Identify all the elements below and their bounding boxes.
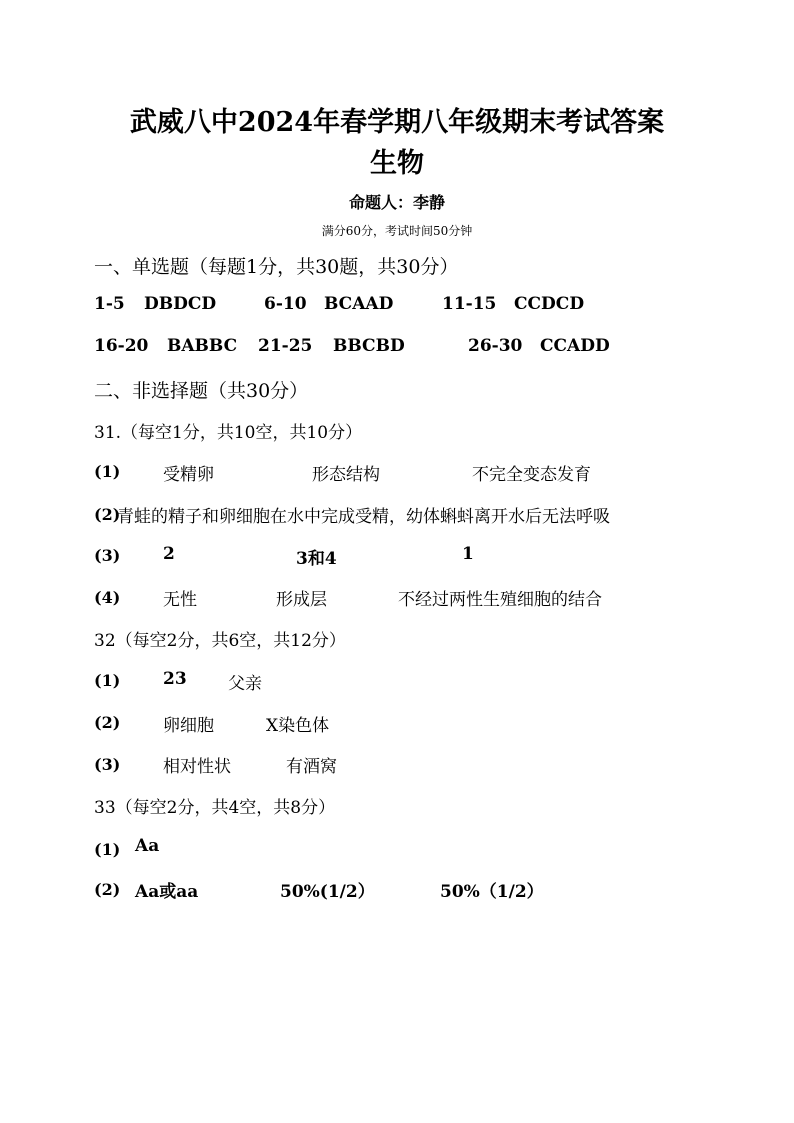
answer-number: (2) <box>94 505 121 524</box>
answer-number: (2) <box>94 880 121 899</box>
answer-text: 23 <box>163 669 187 689</box>
answer-text: 形成层 <box>276 590 327 610</box>
answer-text: 2 <box>163 544 175 564</box>
answer-text: 不完全变态发育 <box>472 465 591 485</box>
author-line: 命题人：李静 <box>348 193 445 212</box>
answer-text: 卵细胞 <box>163 716 214 736</box>
answer-range: 16-20 <box>94 336 149 356</box>
answer-range: 6-10 <box>264 294 307 314</box>
answer-text: 相对性状 <box>163 757 231 777</box>
answer-number: (1) <box>94 840 121 859</box>
answer-text: Aa或aa <box>135 882 199 902</box>
answer-range: 1-5 <box>94 294 125 314</box>
answer-number: (1) <box>94 462 121 481</box>
answer-text: 有酒窝 <box>286 757 337 777</box>
answer-number: (1) <box>94 671 121 690</box>
answer-value: DBDCD <box>144 294 217 314</box>
question-33-heading: 33（每空2分，共4空，共8分） <box>94 798 336 818</box>
answer-text: 父亲 <box>228 674 262 694</box>
answer-text: 50%（1/2） <box>440 882 544 902</box>
answer-number: (4) <box>94 588 121 607</box>
answer-text: 受精卵 <box>163 465 214 485</box>
page-title: 武威八中2024年春学期八年级期末考试答案 <box>129 107 665 138</box>
answer-number: (3) <box>94 755 121 774</box>
subject-title: 生物 <box>370 148 424 179</box>
answer-text: X染色体 <box>266 716 330 736</box>
question-31-heading: 31.（每空1分，共10空，共10分） <box>94 423 363 443</box>
score-time-note: 满分60分，考试时间50分钟 <box>321 224 473 238</box>
answer-number: (2) <box>94 713 121 732</box>
answer-value: CCADD <box>540 336 610 356</box>
answer-text: 1 <box>462 544 474 564</box>
answer-number: (3) <box>94 546 121 565</box>
answer-text: 不经过两性生殖细胞的结合 <box>398 590 602 610</box>
answer-text: 青蛙的精子和卵细胞在水中完成受精，幼体蝌蚪离开水后无法呼吸 <box>117 507 610 527</box>
answer-range: 26-30 <box>468 336 523 356</box>
answer-value: BABBC <box>167 336 238 356</box>
answer-range: 11-15 <box>442 294 497 314</box>
answer-text: Aa <box>135 836 160 856</box>
answer-text: 无性 <box>163 590 197 610</box>
answer-value: BBCBD <box>333 336 405 356</box>
answer-value: CCDCD <box>514 294 585 314</box>
answer-text: 50%(1/2） <box>280 882 375 902</box>
question-32-heading: 32（每空2分，共6空，共12分） <box>94 631 346 651</box>
answer-value: BCAAD <box>324 294 394 314</box>
answer-text: 形态结构 <box>312 465 380 485</box>
section1-heading: 一、单选题（每题1分，共30题，共30分） <box>94 256 459 278</box>
section2-heading: 二、非选择题（共30分） <box>94 380 309 402</box>
answer-range: 21-25 <box>258 336 313 356</box>
answer-text: 3和4 <box>296 549 337 569</box>
